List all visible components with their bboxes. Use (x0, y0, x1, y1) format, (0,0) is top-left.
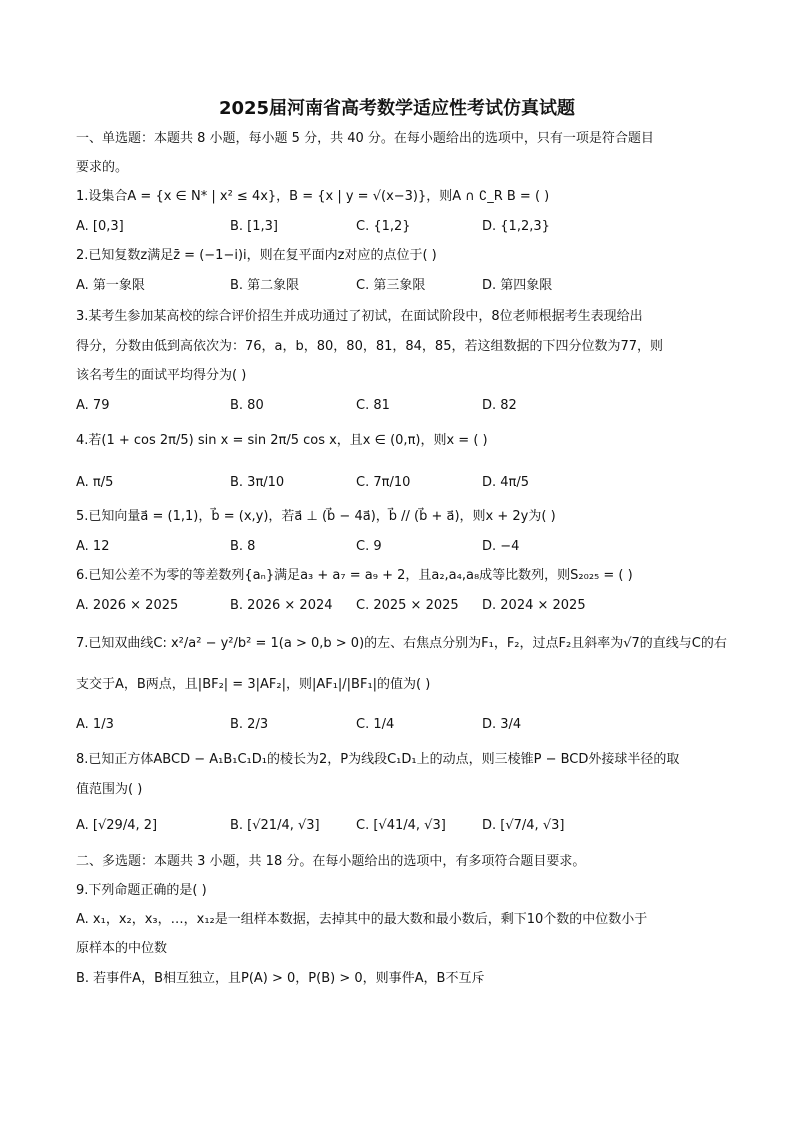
question-1-stem: 1.设集合A = {x ∈ N* | x² ≤ 4x}，B = {x | y = √(x−3)}，则A ∩ ∁_R B = ( ) (76, 189, 550, 204)
option-c: C. 2025 × 2025 (356, 598, 459, 613)
question-3-stem-line1: 3.某考生参加某高校的综合评价招生并成功通过了初试，在面试阶段中，8位老师根据考生表现给出 (76, 309, 643, 324)
section1-heading: 一、单选题：本题共 8 小题，每小题 5 分，共 40 分。在每小题给出的选项中，只有一项是符合题目 (76, 131, 654, 146)
option-b: B. 2026 × 2024 (230, 598, 333, 613)
option-d: D. 2024 × 2025 (482, 598, 586, 613)
option-a: A. [√29/4, 2] (76, 818, 158, 833)
option-d: D. 4π/5 (482, 475, 530, 490)
question-5-options (76, 538, 726, 556)
option-b: B. [√21/4, √3] (230, 818, 320, 833)
option-a: A. 12 (76, 539, 110, 554)
option-a: A. π/5 (76, 475, 114, 490)
question-7-stem-line2: 支交于A，B两点，且|BF₂| = 3|AF₂|，则|AF₁|/|BF₁|的值为( ) (76, 677, 431, 692)
question-1-options (76, 218, 726, 236)
option-b: B. [1,3] (230, 219, 279, 234)
section2-heading: 二、多选题：本题共 3 小题，共 18 分。在每小题给出的选项中，有多项符合题目要求。 (76, 854, 586, 869)
option-d: D. 82 (482, 398, 517, 413)
option-b: B. 3π/10 (230, 475, 285, 490)
question-6-options (76, 597, 726, 615)
page-title: 2025届河南省高考数学适应性考试仿真试题 (218, 98, 576, 119)
option-d: D. {1,2,3} (482, 219, 550, 234)
option-d: D. 3/4 (482, 717, 522, 732)
option-d: D. 第四象限 (482, 278, 553, 293)
question-2-stem: 2.已知复数z满足z̄ = (−1−i)i，则在复平面内z对应的点位于( ) (76, 248, 437, 263)
option-d: D. −4 (482, 539, 520, 554)
option-a: A. 79 (76, 398, 110, 413)
question-3-stem-line2: 得分，分数由低到高依次为：76，a，b，80，80，81，84，85，若这组数据的下四分位数为77，则 (76, 339, 664, 354)
question-5-stem: 5.已知向量a⃗ = (1,1)，b⃗ = (x,y)，若a⃗ ⊥ (b⃗ − 4a⃗)，b⃗ // (b⃗ + a⃗)，则x + 2y为( ) (76, 509, 556, 524)
question-8-stem-line1: 8.已知正方体ABCD − A₁B₁C₁D₁的棱长为2，P为线段C₁D₁上的动点，则三棱锥P − BCD外接球半径的取 (76, 752, 680, 767)
option-b: B. 8 (230, 539, 256, 554)
option-c: C. 第三象限 (356, 278, 426, 293)
question-3-stem-line3: 该名考生的面试平均得分为( ) (76, 368, 247, 383)
question-7-options (76, 716, 726, 734)
question-9-stem: 9.下列命题正确的是( ) (76, 883, 207, 898)
option-a: A. 2026 × 2025 (76, 598, 179, 613)
question-9-option-a-line1: A. x₁，x₂，x₃，…，x₁₂是一组样本数据，去掉其中的最大数和最小数后，剩下10个数的中位数小于 (76, 912, 648, 927)
question-4-stem: 4.若(1 + cos 2π/5) sin x = sin 2π/5 cos x，且x ∈ (0,π)，则x = ( ) (76, 433, 488, 448)
section1-heading-cont: 要求的。 (76, 160, 129, 175)
question-8-options (76, 817, 726, 835)
option-c: C. 9 (356, 539, 382, 554)
question-7-stem-line1: 7.已知双曲线C: x²/a² − y²/b² = 1(a > 0,b > 0)的左、右焦点分别为F₁，F₂，过点F₂且斜率为√7的直线与C的右 (76, 636, 727, 651)
question-2-options (76, 277, 726, 295)
question-3-options (76, 397, 726, 415)
option-a: A. 第一象限 (76, 278, 145, 293)
option-c: C. {1,2} (356, 219, 411, 234)
option-a: A. 1/3 (76, 717, 114, 732)
option-c: C. 1/4 (356, 717, 395, 732)
question-9-option-a-line2: 原样本的中位数 (76, 941, 168, 956)
option-b: B. 第二象限 (230, 278, 300, 293)
option-c: C. 7π/10 (356, 475, 411, 490)
option-d: D. [√7/4, √3] (482, 818, 565, 833)
option-b: B. 80 (230, 398, 264, 413)
question-6-stem: 6.已知公差不为零的等差数列{aₙ}满足a₃ + a₇ = a₉ + 2，且a₂,a₄,a₈成等比数列，则S₂₀₂₅ = ( ) (76, 568, 633, 583)
option-c: C. 81 (356, 398, 390, 413)
question-4-options (76, 474, 726, 492)
option-c: C. [√41/4, √3] (356, 818, 446, 833)
option-a: A. [0,3] (76, 219, 124, 234)
option-b: B. 2/3 (230, 717, 269, 732)
question-8-stem-line2: 值范围为( ) (76, 782, 143, 797)
question-9-option-b: B. 若事件A，B相互独立，且P(A) > 0，P(B) > 0，则事件A，B不互斥 (76, 971, 485, 986)
